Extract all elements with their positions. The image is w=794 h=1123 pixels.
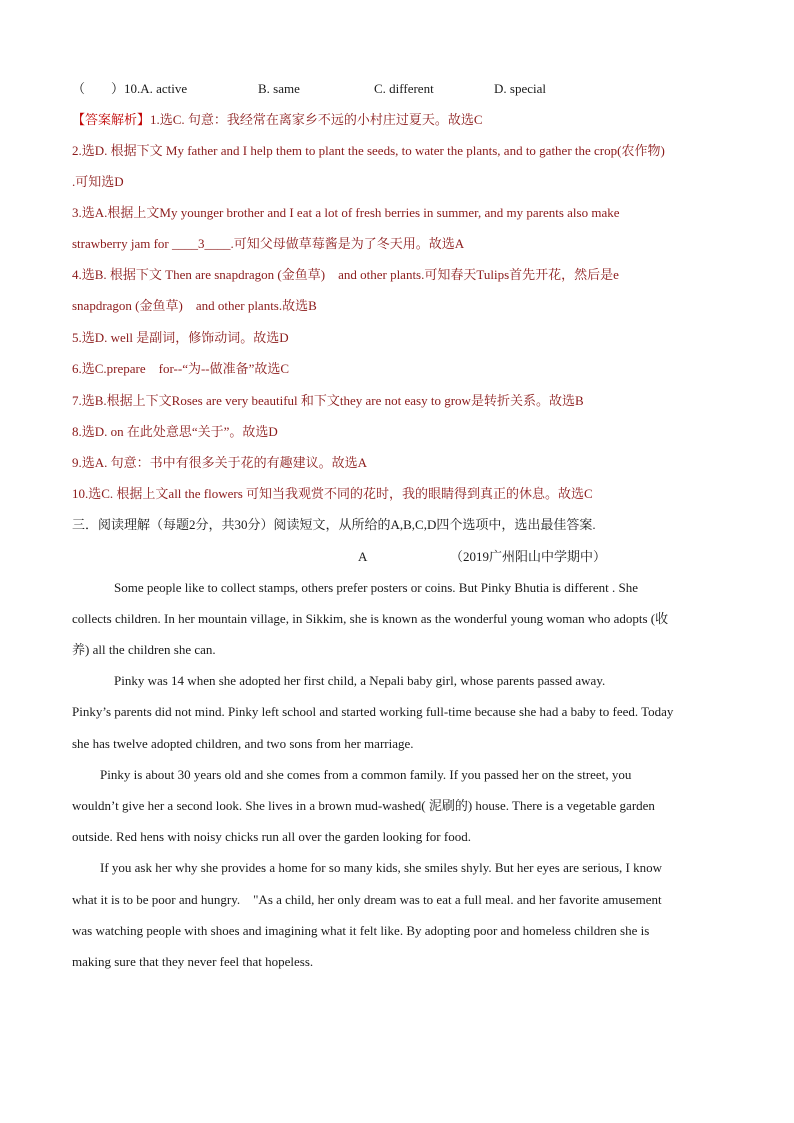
answer-10: 10.选C. 根据上文all the flowers 可知当我观赏不同的花时，我的眼睛得到真正的休息。故选C <box>72 486 593 501</box>
passage-source: （2019广州阳山中学期中） <box>450 549 607 564</box>
passage-p3-line-2: wouldn’t give her a second look. She lives in a brown mud-washed( 泥刷的) house. There is a vegetable garden <box>72 798 655 813</box>
answer-7: 7.选B.根据上下文Roses are very beautiful 和下文they are not easy to grow是转折关系。故选B <box>72 393 584 408</box>
answer-2-line-1: 2.选D. 根据下文 My father and I help them to plant the seeds, to water the plants, and to gather the crop(农作物) <box>72 143 665 158</box>
answer-8: 8.选D. on 在此处意思“关于”。故选D <box>72 424 278 439</box>
passage-p1-line-3: 养) all the children she can. <box>72 642 216 657</box>
answer-analysis-tag: 【答案解析】 <box>72 112 151 127</box>
answer-6: 6.选C.prepare for--“为--做准备”故选C <box>72 361 290 376</box>
section-3-heading: 三．阅读理解（每题2分，共30分）阅读短文，从所给的A,B,C,D四个选项中，选出最佳答案. <box>72 517 596 532</box>
passage-p2-line-1: Pinky was 14 when she adopted her first child, a Nepali baby girl, whose parents passed away. <box>114 673 606 688</box>
answer-1-text: 1.选C. 句意：我经常在离家乡不远的小村庄过夏天。故选C <box>150 112 483 127</box>
passage-p1-line-2: collects children. In her mountain village, in Sikkim, she is known as the wonderful young woman who adopts (收 <box>72 611 669 626</box>
answer-5: 5.选D. well 是副词，修饰动词。故选D <box>72 330 289 345</box>
answer-4-line-1: 4.选B. 根据下文 Then are snapdragon (金鱼草) and other plants.可知春天Tulips首先开花，然后是e <box>72 267 619 282</box>
answer-4-line-2: snapdragon (金鱼草) and other plants.故选B <box>72 298 317 313</box>
passage-p4-line-2: what it is to be poor and hungry. "As a child, her only dream was to eat a full meal. and her favorite amusement <box>72 892 662 907</box>
option-c: C. different <box>374 81 434 96</box>
passage-p2-line-3: she has twelve adopted children, and two sons from her marriage. <box>72 736 414 751</box>
answer-3-line-1: 3.选A.根据上文My younger brother and I eat a lot of fresh berries in summer, and my parents also make <box>72 205 620 220</box>
answer-1 <box>72 112 732 128</box>
passage-label: A <box>358 549 368 564</box>
passage-p1-line-1: Some people like to collect stamps, others prefer posters or coins. But Pinky Bhutia is different . She <box>114 580 638 595</box>
passage-p4-line-4: making sure that they never feel that hopeless. <box>72 954 314 969</box>
passage-p3-line-1: Pinky is about 30 years old and she comes from a common family. If you passed her on the street, you <box>100 767 632 782</box>
answer-3-line-2: strawberry jam for ____3____.可知父母做草莓酱是为了冬天用。故选A <box>72 236 465 251</box>
passage-p3-line-3: outside. Red hens with noisy chicks run all over the garden looking for food. <box>72 829 471 844</box>
option-a: （ ）10.A. active <box>72 81 188 96</box>
option-b: B. same <box>258 81 300 96</box>
answer-2-line-2: .可知选D <box>72 174 124 189</box>
passage-p4-line-1: If you ask her why she provides a home for so many kids, she smiles shyly. But her eyes are serious, I know <box>100 860 663 875</box>
question-10-options <box>72 81 732 97</box>
passage-p4-line-3: was watching people with shoes and imagining what it felt like. By adopting poor and homeless children she is <box>72 923 650 938</box>
option-d: D. special <box>494 81 546 96</box>
passage-p2-line-2: Pinky’s parents did not mind. Pinky left school and started working full-time because she had a baby to feed. Today <box>72 704 674 719</box>
answer-9: 9.选A. 句意：书中有很多关于花的有趣建议。故选A <box>72 455 368 470</box>
